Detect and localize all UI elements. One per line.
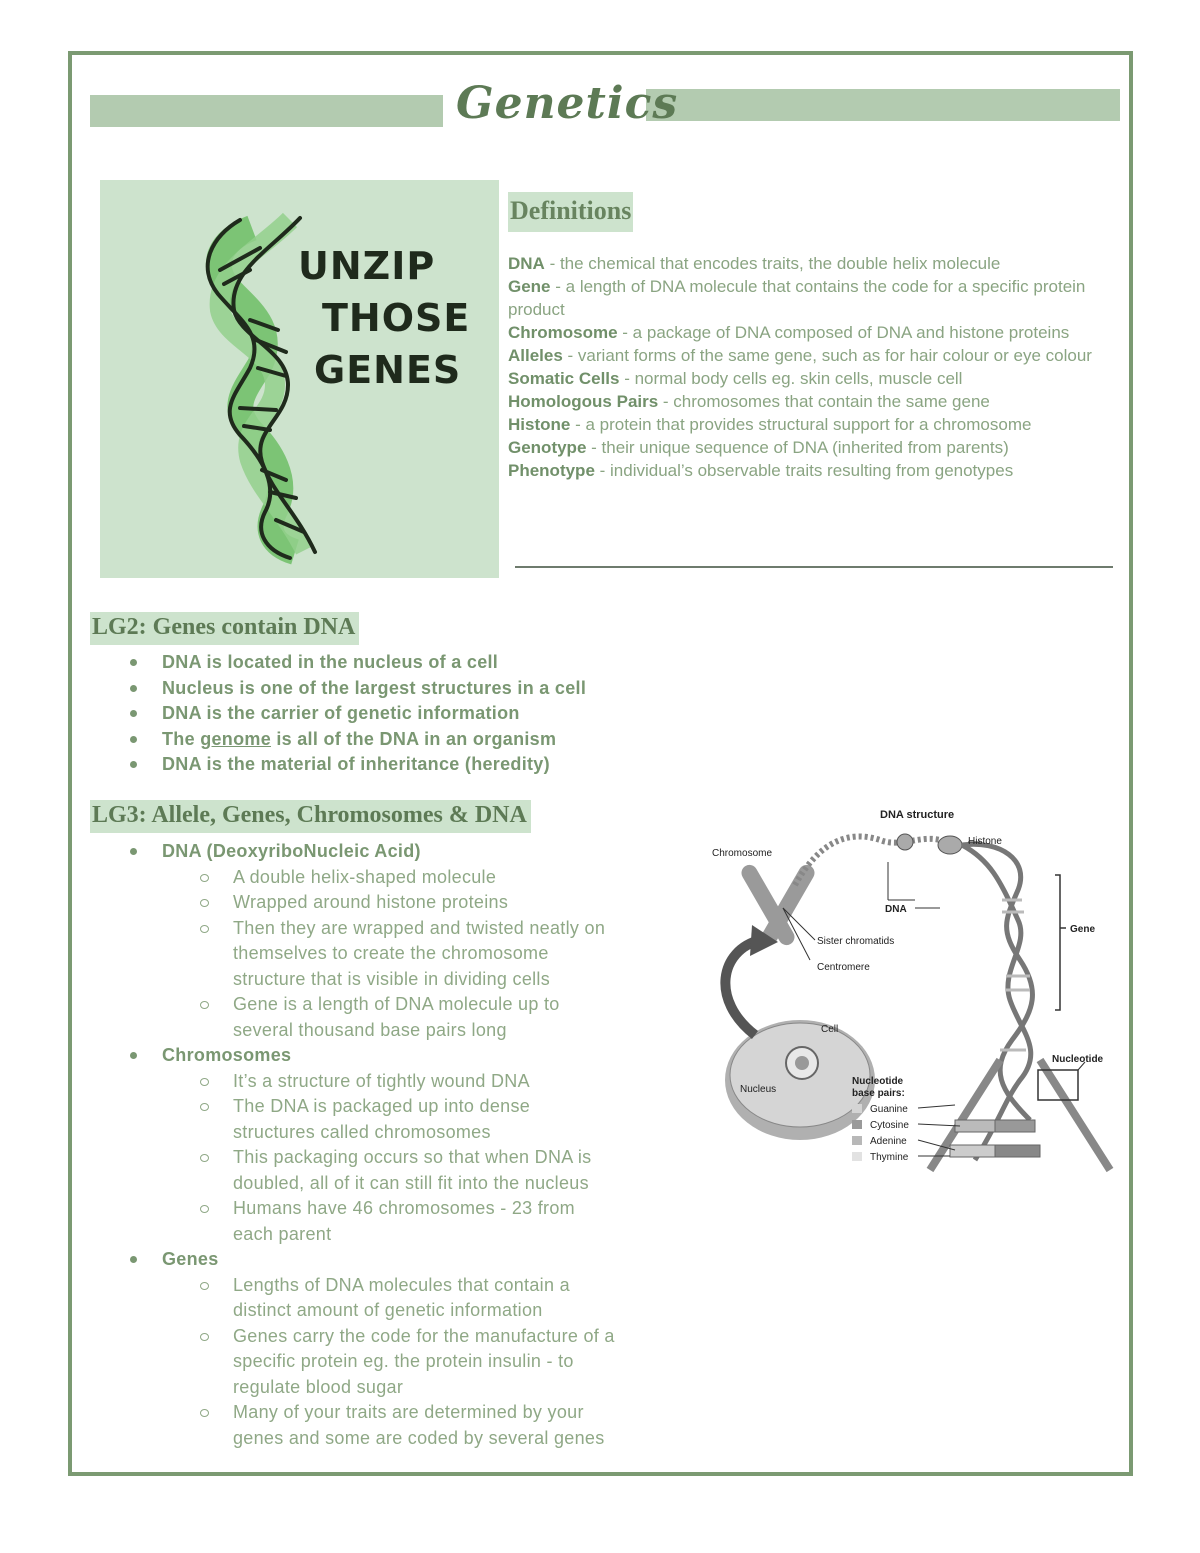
label-chromosome: Chromosome — [712, 848, 773, 859]
definition-text: - the chemical that encodes traits, the double helix molecule — [544, 254, 1001, 273]
label-adenine: Adenine — [870, 1136, 907, 1147]
definitions-divider — [515, 566, 1113, 568]
circle-bullet-icon — [200, 1001, 209, 1009]
sub-list-item — [128, 1145, 688, 1196]
list-item — [128, 701, 586, 727]
double-helix — [962, 844, 1032, 1160]
sub-list-line: Then they are wrapped and twisted neatly on — [233, 917, 606, 938]
bullet-icon — [130, 710, 137, 717]
sub-list-line: distinct amount of genetic information — [233, 1300, 543, 1320]
definitions-heading: Definitions — [508, 192, 633, 232]
dna-coil — [795, 836, 940, 885]
sub-list-item — [128, 992, 688, 1043]
definition-text: - their unique sequence of DNA (inherited from parents) — [586, 438, 1009, 457]
hero-caption-line: GENES — [314, 348, 462, 392]
hero-caption-line: UNZIP — [298, 244, 436, 288]
circle-bullet-icon — [200, 899, 209, 907]
definition-item — [508, 321, 1118, 344]
sub-list-line: genes and some are coded by several genes — [233, 1427, 605, 1448]
page-title: Genetics — [456, 78, 679, 129]
label-thymine: Thymine — [870, 1152, 909, 1163]
definition-term: Genotype — [508, 438, 587, 457]
definition-term: Somatic Cells — [508, 369, 620, 388]
list-item-text: DNA is located in the nucleus of a cell — [162, 652, 499, 672]
base-pair-shapes — [950, 1120, 1040, 1157]
definition-term: Chromosome — [508, 323, 618, 342]
definition-item — [508, 275, 1118, 321]
sub-list-line: The DNA is packaged up into dense — [233, 1096, 531, 1116]
sub-list-line: Genes carry the code for the manufacture of a — [233, 1325, 615, 1346]
lg3-heading: LG3: Allele, Genes, Chromosomes & DNA — [90, 800, 531, 833]
list-item — [128, 1043, 688, 1069]
circle-bullet-icon — [200, 1409, 209, 1417]
bullet-icon — [130, 1052, 137, 1059]
sub-list-line: This packaging occurs so that when DNA is — [233, 1147, 592, 1167]
sub-list-item — [128, 1400, 688, 1451]
definition-text: - a protein that provides structural support for a chromosome — [570, 415, 1032, 434]
list-item-text: Chromosomes — [162, 1045, 292, 1065]
definition-term: DNA — [508, 254, 545, 273]
definition-term: Alleles — [508, 346, 563, 365]
definition-item — [508, 367, 1118, 390]
bullet-icon — [130, 685, 137, 692]
definition-term: Homologous Pairs — [508, 392, 659, 411]
list-item — [128, 676, 586, 702]
histone-spools — [897, 834, 962, 854]
definition-term: Gene — [508, 277, 551, 296]
sub-list-line: It’s a structure of tightly wound DNA — [233, 1070, 530, 1091]
definition-item — [508, 252, 1118, 275]
list-item — [128, 752, 586, 778]
sub-list-item — [128, 1273, 688, 1324]
genome-term: genome — [200, 728, 272, 749]
definition-text: - a package of DNA composed of DNA and histone proteins — [617, 323, 1070, 342]
sub-list-item — [128, 1324, 688, 1401]
circle-bullet-icon — [200, 1205, 209, 1213]
title-bar-left — [90, 95, 443, 127]
definition-text: - variant forms of the same gene, such as for hair colour or eye colour — [562, 346, 1092, 365]
definition-text: - chromosomes that contain the same gene — [658, 392, 990, 411]
bullet-icon — [130, 736, 137, 743]
definition-item — [508, 436, 1118, 459]
dna-structure-diagram — [700, 800, 1120, 1180]
sub-list-line: Humans have 46 chromosomes - 23 from — [233, 1198, 575, 1218]
sub-list-line: A double helix-shaped molecule — [233, 866, 497, 887]
circle-bullet-icon — [200, 1154, 209, 1162]
sub-list-item — [128, 1069, 688, 1095]
definition-text: - a length of DNA molecule that contains the code for a specific protein product — [508, 277, 1086, 319]
genome-prefix: The — [162, 728, 201, 749]
label-nucleus: Nucleus — [740, 1084, 777, 1095]
definitions-list — [508, 252, 1118, 482]
gene-bracket — [1055, 875, 1060, 1010]
label-cytosine: Cytosine — [870, 1120, 909, 1131]
sub-list-line: Gene is a length of DNA molecule up to — [233, 994, 560, 1014]
label-cell: Cell — [821, 1024, 839, 1035]
label-base-pairs-title: base pairs: — [852, 1088, 905, 1099]
bullet-icon — [130, 1256, 137, 1263]
definition-item — [508, 390, 1118, 413]
arrow-icon — [725, 940, 760, 1035]
label-guanine: Guanine — [870, 1104, 908, 1115]
hero-caption — [298, 240, 470, 396]
definition-item — [508, 344, 1118, 367]
label-gene: Gene — [1070, 924, 1096, 935]
bullet-icon — [130, 848, 137, 855]
circle-bullet-icon — [200, 1282, 209, 1290]
diagram-title: DNA structure — [880, 809, 955, 821]
sub-list-line: Wrapped around histone proteins — [233, 892, 509, 912]
sub-list-line: structure that is visible in dividing cells — [233, 968, 551, 989]
bullet-icon — [130, 761, 137, 768]
sub-list-item — [128, 865, 688, 891]
title-bar-right — [646, 89, 1120, 121]
list-item-text: DNA (DeoxyriboNucleic Acid) — [162, 841, 421, 861]
circle-bullet-icon — [200, 925, 209, 933]
definitions-section — [508, 192, 1118, 482]
lg2-list — [128, 650, 586, 778]
sub-list-item — [128, 1196, 688, 1247]
sub-list-item — [128, 1094, 688, 1145]
definition-text: - individual’s observable traits resulting from genotypes — [594, 461, 1014, 480]
definition-item — [508, 413, 1118, 436]
label-dna: DNA — [885, 904, 907, 915]
circle-bullet-icon — [200, 1333, 209, 1341]
lg2-heading: LG2: Genes contain DNA — [90, 612, 359, 645]
genome-suffix: is all of the DNA in an organism — [271, 728, 557, 749]
lg3-list — [128, 839, 688, 1451]
list-item — [128, 1247, 688, 1273]
sub-list-line: themselves to create the chromosome — [233, 943, 549, 963]
base-pair-legend — [852, 1104, 909, 1163]
list-item — [128, 727, 586, 753]
sub-list-line: doubled, all of it can still fit into the nucleus — [233, 1172, 589, 1193]
label-sister-chromatids: Sister chromatids — [817, 936, 895, 947]
sub-list-line: each parent — [233, 1223, 332, 1244]
list-item — [128, 650, 586, 676]
sub-list-line: several thousand base pairs long — [233, 1019, 507, 1040]
list-item-text: DNA is the carrier of genetic information — [162, 703, 520, 723]
sub-list-line: specific protein eg. the protein insulin - to — [233, 1351, 574, 1371]
label-nucleotide: Nucleotide — [1052, 1054, 1104, 1065]
sub-list-line: structures called chromosomes — [233, 1121, 491, 1142]
sub-list-item — [128, 890, 688, 916]
hero-illustration — [100, 180, 499, 578]
list-item — [128, 839, 688, 865]
label-base-pairs-title: Nucleotide — [852, 1076, 904, 1087]
list-item-text: Genes — [162, 1249, 219, 1269]
chromosome-shape — [739, 862, 818, 948]
circle-bullet-icon — [200, 1078, 209, 1086]
sub-list-line: Many of your traits are determined by your — [233, 1402, 584, 1422]
list-item-text: Nucleus is one of the largest structures in a cell — [162, 677, 587, 698]
sub-list-item — [128, 916, 688, 993]
hero-caption-line: THOSE — [322, 296, 471, 340]
sub-list-line: regulate blood sugar — [233, 1376, 404, 1397]
bullet-icon — [130, 659, 137, 666]
list-item-text: DNA is the material of inheritance (heredity) — [162, 754, 550, 774]
definition-term: Histone — [508, 415, 571, 434]
definition-item — [508, 459, 1118, 482]
label-centromere: Centromere — [817, 962, 870, 973]
circle-bullet-icon — [200, 874, 209, 882]
circle-bullet-icon — [200, 1103, 209, 1111]
definition-text: - normal body cells eg. skin cells, muscle cell — [619, 369, 963, 388]
sub-list-line: Lengths of DNA molecules that contain a — [233, 1274, 570, 1295]
label-histone: Histone — [968, 836, 1002, 847]
definition-term: Phenotype — [508, 461, 595, 480]
